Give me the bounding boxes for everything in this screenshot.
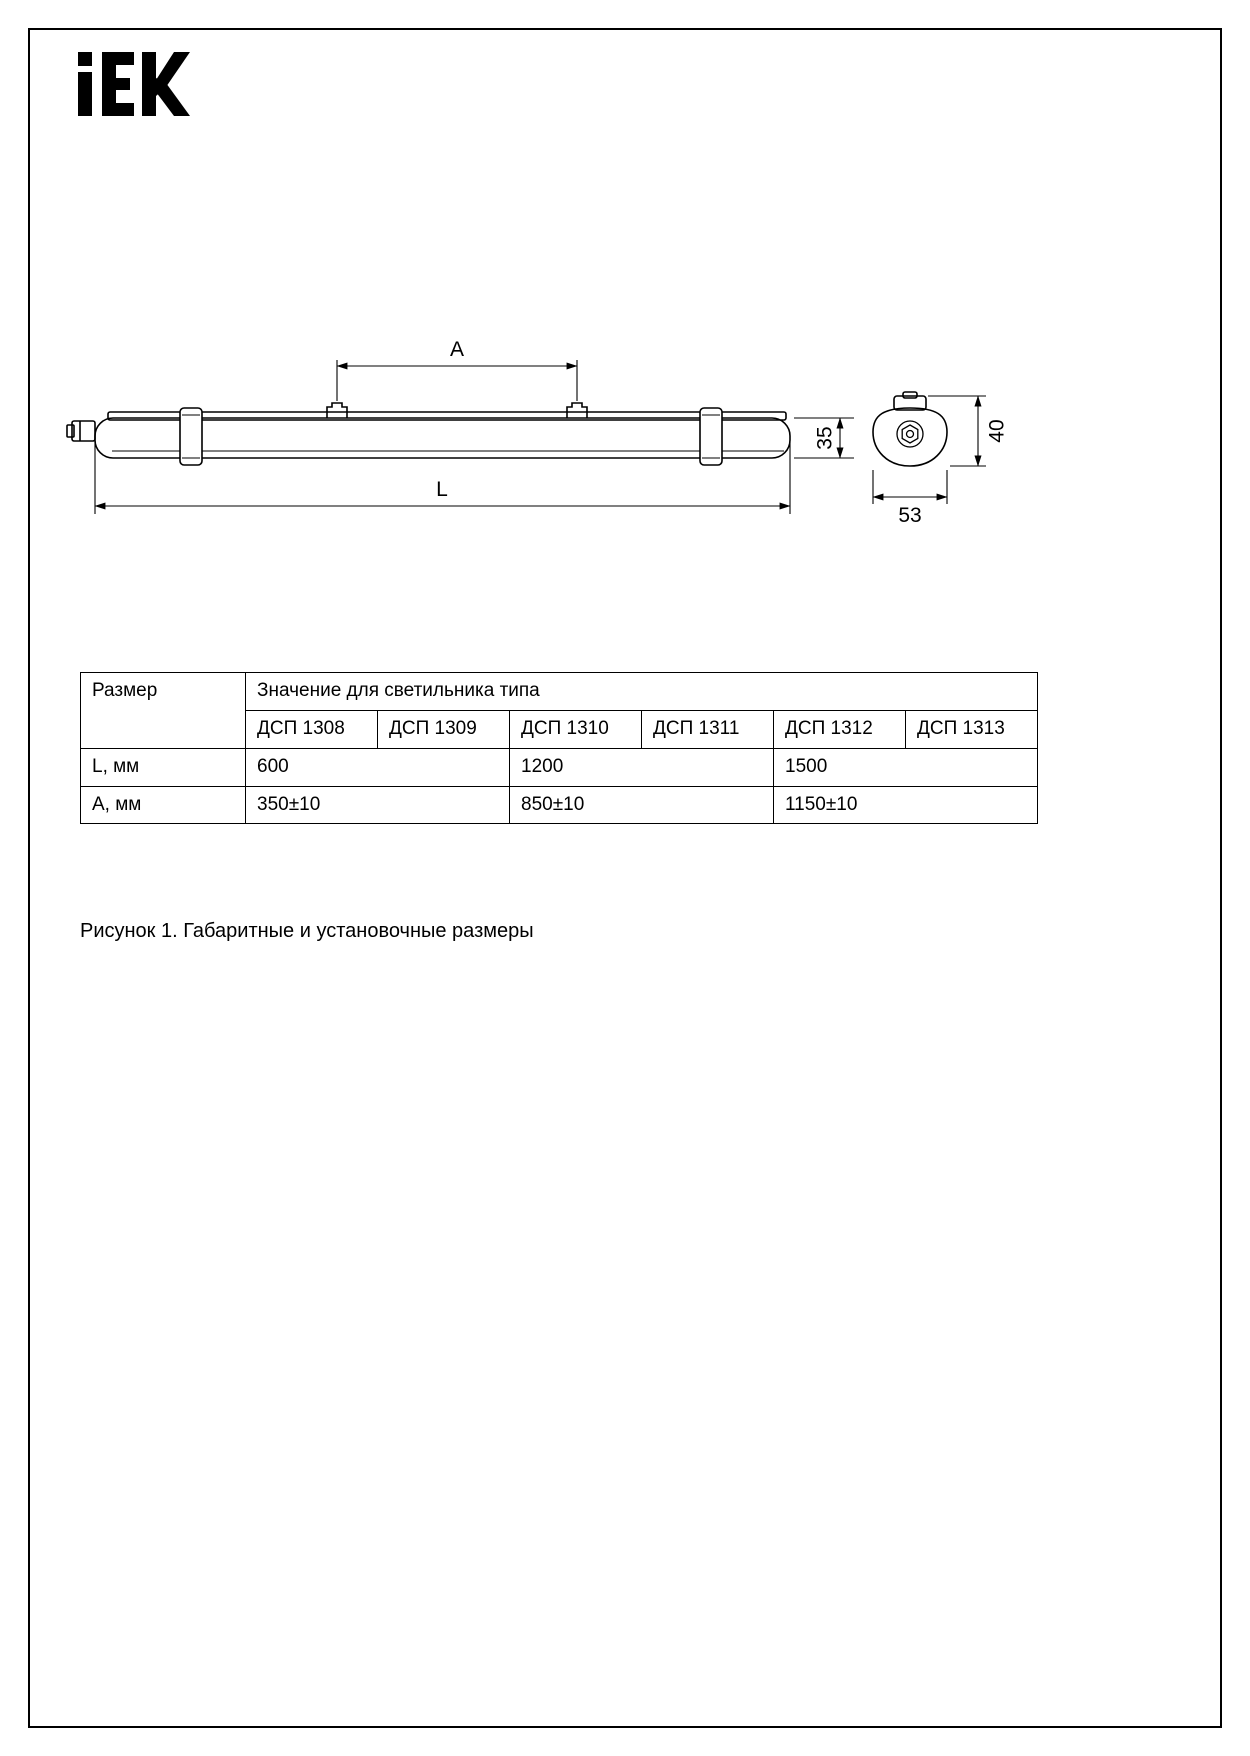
dimension-35: [794, 418, 854, 458]
dimension-53: [873, 470, 947, 527]
technical-drawing-svg: [60, 330, 1020, 545]
table-size-header: Размер: [81, 673, 246, 749]
iek-logo: [78, 52, 190, 116]
value-a-1150: 1150±10: [774, 786, 1038, 824]
figure-caption: Рисунок 1. Габаритные и установочные размеры: [80, 920, 534, 942]
value-a-350: 350±10: [246, 786, 510, 824]
dimension-40: [928, 396, 1009, 466]
model-dsp-1308: ДСП 1308: [246, 710, 378, 748]
dim-l-label: L: [436, 478, 448, 501]
dim-40-label: 40: [985, 419, 1009, 443]
mounting-clips: [327, 403, 587, 418]
cable-connector: [67, 421, 95, 441]
luminaire-end-view: [873, 392, 947, 466]
table-row-a: [81, 786, 1038, 824]
dimensions-table: [80, 672, 1038, 824]
row-label-l: L, мм: [81, 748, 246, 786]
table-value-header: Значение для светильника типа: [246, 673, 1038, 711]
model-dsp-1310: ДСП 1310: [510, 710, 642, 748]
cable-gland-nut: [897, 421, 923, 447]
value-a-850: 850±10: [510, 786, 774, 824]
dimension-a: [337, 338, 577, 401]
value-l-1500: 1500: [774, 748, 1038, 786]
model-dsp-1311: ДСП 1311: [642, 710, 774, 748]
model-dsp-1312: ДСП 1312: [774, 710, 906, 748]
dim-53-label: 53: [898, 504, 922, 527]
table-header-row: [81, 673, 1038, 711]
model-dsp-1309: ДСП 1309: [378, 710, 510, 748]
table-row-length: [81, 748, 1038, 786]
value-l-600: 600: [246, 748, 510, 786]
model-dsp-1313: ДСП 1313: [906, 710, 1038, 748]
page-border: [28, 28, 1222, 1728]
row-label-a: A, мм: [81, 786, 246, 824]
dim-a-label: A: [449, 338, 465, 361]
value-l-1200: 1200: [510, 748, 774, 786]
iek-logo-graphic: [78, 52, 190, 116]
luminaire-side-view: [67, 403, 790, 465]
dim-35-label: 35: [813, 426, 837, 450]
technical-drawing: [60, 330, 1020, 545]
end-brackets: [180, 408, 722, 465]
